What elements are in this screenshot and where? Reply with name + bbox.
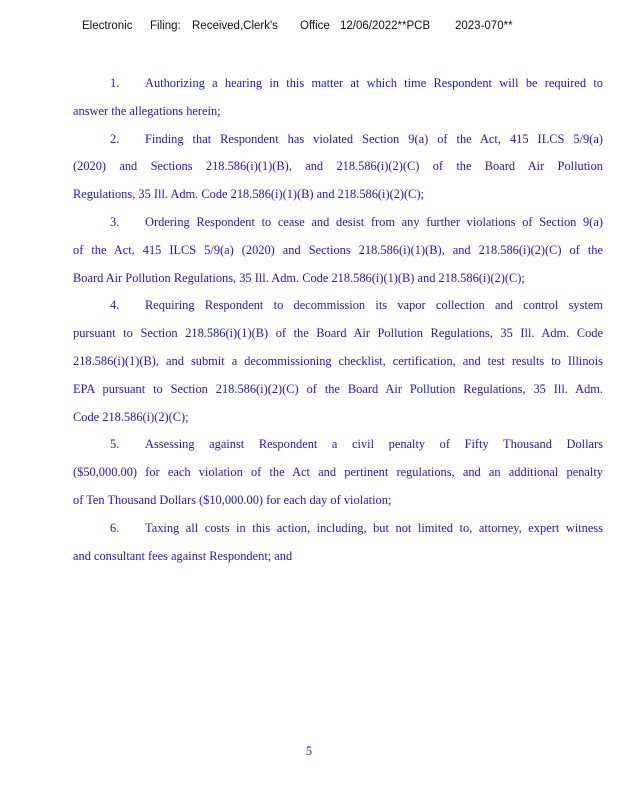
item-line bbox=[73, 515, 603, 543]
item-number: 3. bbox=[110, 214, 120, 229]
header-office: Office bbox=[300, 20, 330, 32]
document-body bbox=[73, 70, 603, 570]
item-text: Authorizing a hearing in this matter at which time Respondent will be required to bbox=[145, 76, 603, 90]
header-date-code: 12/06/2022**PCB bbox=[340, 20, 431, 32]
list-item bbox=[73, 292, 603, 431]
header-electronic: Electronic bbox=[82, 20, 133, 32]
item-number: 5. bbox=[110, 437, 120, 452]
header-case-number: 2023-070** bbox=[455, 20, 513, 32]
item-line bbox=[73, 70, 603, 98]
item-line: 218.586(i)(1)(B), and submit a decommissioning checklist, certification, and test results to Illinois bbox=[73, 353, 603, 368]
item-line: pursuant to Section 218.586(i)(1)(B) of the Board Air Pollution Regulations, 35 Ill. Adm. Code bbox=[73, 326, 603, 341]
item-line bbox=[73, 431, 603, 459]
list-item bbox=[73, 431, 603, 514]
item-line: of Ten Thousand Dollars ($10,000.00) for each day of violation; bbox=[73, 492, 392, 507]
item-number: 4. bbox=[110, 298, 120, 313]
item-line bbox=[73, 292, 603, 320]
filing-stamp-header bbox=[0, 20, 618, 36]
item-text: Requiring Respondent to decommission its vapor collection and control system bbox=[145, 298, 603, 313]
item-text: Taxing all costs in this action, including, but not limited to, attorney, expert witness bbox=[145, 520, 603, 535]
item-line: EPA pursuant to Section 218.586(i)(2)(C) of the Board Air Pollution Regulations, 35 Ill. Adm. bbox=[73, 381, 603, 396]
item-line bbox=[73, 209, 603, 237]
item-text: Assessing against Respondent a civil penalty of Fifty Thousand Dollars bbox=[145, 437, 603, 452]
item-line: answer the allegations herein; bbox=[73, 103, 221, 118]
item-line bbox=[73, 126, 603, 154]
page-number: 5 bbox=[305, 744, 313, 758]
item-text: Finding that Respondent has violated Section 9(a) of the Act, 415 ILCS 5/9(a) bbox=[145, 131, 603, 146]
list-item bbox=[73, 209, 603, 292]
item-line: of the Act, 415 ILCS 5/9(a) (2020) and Sections 218.586(i)(1)(B), and 218.586(i)(2)(C) of the bbox=[73, 242, 603, 257]
item-number: 1. bbox=[110, 76, 120, 90]
item-line: ($50,000.00) for each violation of the Act and pertinent regulations, and an additional penalty bbox=[73, 465, 603, 480]
item-text: Ordering Respondent to cease and desist from any further violations of Section 9(a) bbox=[145, 214, 603, 229]
item-line: Board Air Pollution Regulations, 35 Ill. Adm. Code 218.586(i)(1)(B) and 218.586(i)(2)(C); bbox=[73, 270, 525, 285]
item-line: Code 218.586(i)(2)(C); bbox=[73, 409, 189, 424]
item-number: 2. bbox=[110, 131, 120, 146]
list-item bbox=[73, 70, 603, 126]
list-item bbox=[73, 126, 603, 209]
item-line: (2020) and Sections 218.586(i)(1)(B), and 218.586(i)(2)(C) of the Board Air Pollution bbox=[73, 159, 603, 174]
item-line: Regulations, 35 Ill. Adm. Code 218.586(i)(1)(B) and 218.586(i)(2)(C); bbox=[73, 187, 425, 202]
item-number: 6. bbox=[110, 520, 120, 535]
header-filing: Filing: bbox=[150, 20, 181, 32]
header-received: Received,Clerk's bbox=[192, 20, 278, 32]
item-line: and consultant fees against Respondent; and bbox=[73, 548, 293, 563]
list-item bbox=[73, 515, 603, 571]
